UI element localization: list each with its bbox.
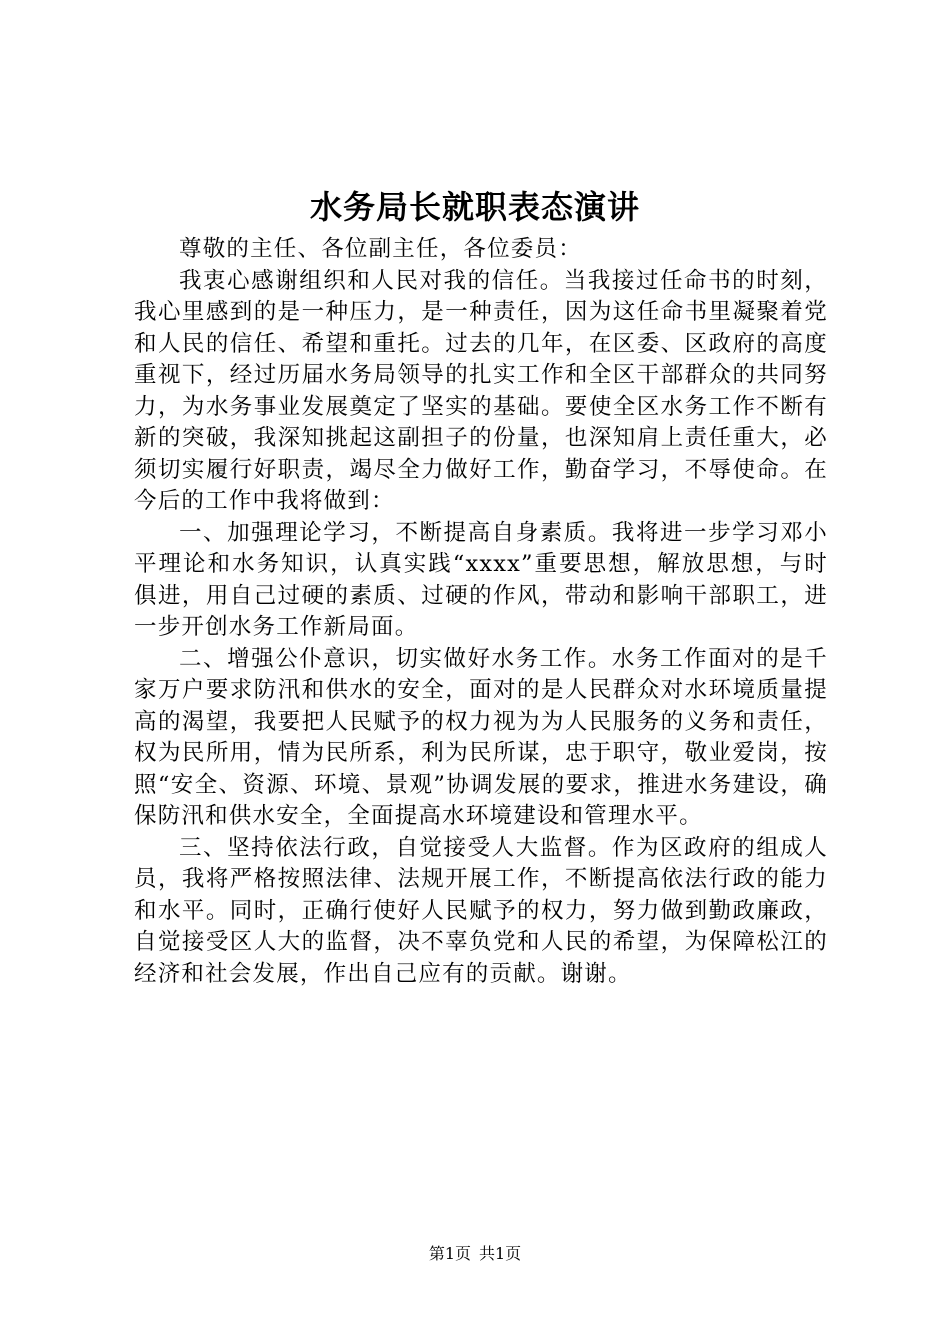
point-three-paragraph: 三、坚持依法行政，自觉接受人大监督。作为区政府的组成人员，我将严格按照法律、法规开展工作，不断提高依法行政的能力和水平。同时，正确行使好人民赋予的权力，努力做到勤政廉政，自觉接受区人大的监督，决不辜负党和人民的希望，为保障松江的经济和社会发展，作出自己应有的贡献。谢谢。 xyxy=(134,834,828,987)
intro-paragraph: 我衷心感谢组织和人民对我的信任。当我接过任命书的时刻，我心里感到的是一种压力，是一种责任，因为这任命书里凝聚着党和人民的信任、希望和重托。过去的几年，在区委、区政府的高度重视下，经过历届水务局领导的扎实工作和全区干部群众的共同努力，为水务事业发展奠定了坚实的基础。要使全区水务工作不断有新的突破，我深知挑起这副担子的份量，也深知肩上责任重大，必须切实履行好职责，竭尽全力做好工作，勤奋学习，不辱使命。在今后的工作中我将做到： xyxy=(134,267,828,514)
page-number: 第1页 xyxy=(428,1244,471,1263)
salutation-paragraph: 尊敬的主任、各位副主任，各位委员： xyxy=(179,236,582,262)
point-one-paragraph: 一、加强理论学习，不断提高自身素质。我将进一步学习邓小平理论和水务知识，认真实践“xxxx”重要思想，解放思想，与时俱进，用自己过硬的素质、过硬的作风，带动和影响干部职工，进一步开创水务工作新局面。 xyxy=(134,519,828,640)
document-body xyxy=(134,234,828,990)
document-title: 水务局长就职表态演讲 xyxy=(309,188,640,226)
page-footer xyxy=(0,1242,950,1266)
point-two-paragraph: 二、增强公仆意识，切实做好水务工作。水务工作面对的是千家万户要求防汛和供水的安全，面对的是人民群众对水环境质量提高的渴望，我要把人民赋予的权力视为为人民服务的义务和责任，权为民所用，情为民所系，利为民所谋，忠于职守，敬业爱岗，按照“安全、资源、环境、景观”协调发展的要求，推进水务建设，确保防汛和供水安全，全面提高水环境建设和管理水平。 xyxy=(134,645,828,829)
page-total: 共1页 xyxy=(479,1244,522,1263)
